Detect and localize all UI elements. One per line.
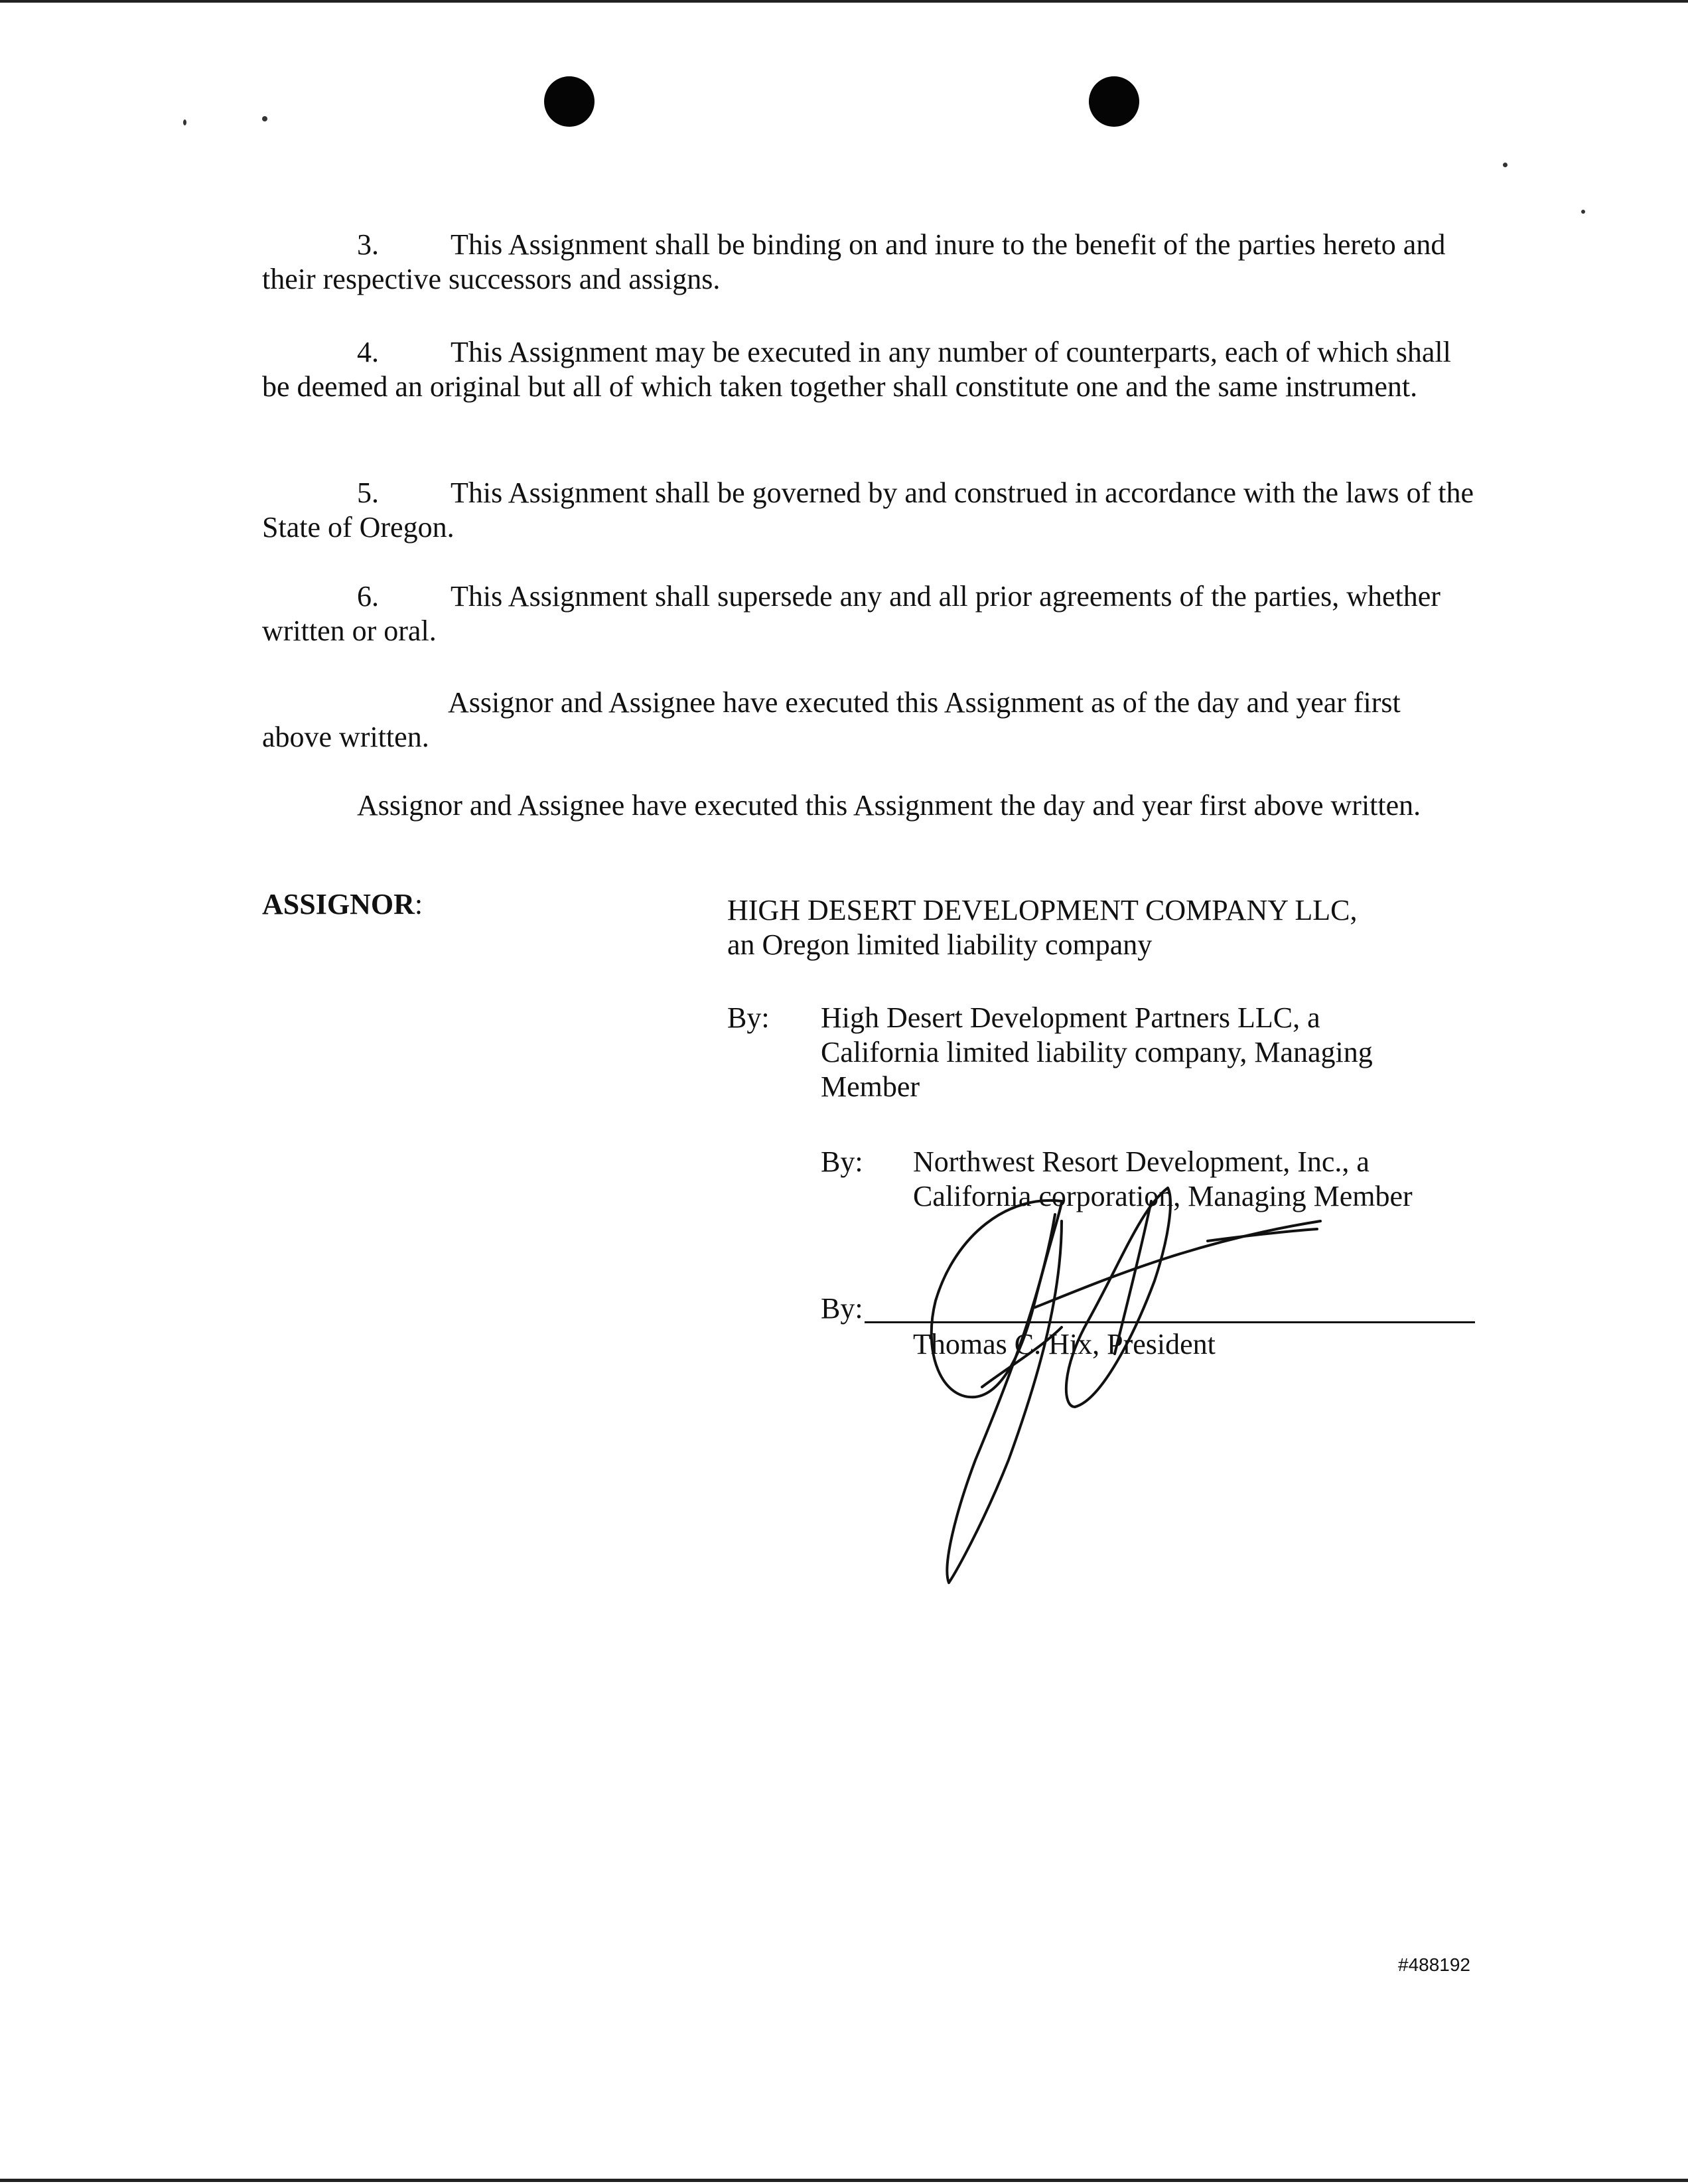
binder-hole-right (1089, 76, 1139, 127)
by-label-3: By: (821, 1292, 863, 1325)
page-bottom-edge (0, 2179, 1688, 2182)
assignor-label-text: ASSIGNOR (262, 888, 415, 920)
corporation-line-1: Northwest Resort Development, Inc., a (913, 1145, 1370, 1178)
paragraph-text: This Assignment shall be binding on and inure to the benefit of the parties hereto and their respective successors and assigns. (262, 228, 1446, 295)
closing-statement-2: Assignor and Assignee have executed this Assignment the day and year first above written. (357, 789, 1421, 822)
paragraph-3 (262, 228, 1476, 297)
scan-speck (262, 116, 267, 121)
corporation-line-2: California corporation, Managing Member (913, 1180, 1413, 1212)
scan-speck (1503, 163, 1508, 167)
page-top-edge (0, 0, 1688, 3)
paragraph-number: 5. (357, 476, 379, 509)
managing-member-line-1: High Desert Development Partners LLC, a (821, 1001, 1320, 1034)
paragraph-text: This Assignment shall be governed by and construed in accordance with the laws of the State of Oregon. (262, 476, 1474, 544)
assignor-label-colon: : (414, 888, 423, 920)
paragraph-number: 6. (357, 580, 379, 613)
closing-statement-1: Assignor and Assignee have executed this Assignment as of the day and year first above written. (262, 686, 1401, 753)
paragraph-number: 4. (357, 336, 379, 368)
managing-member-line-2: California limited liability company, Managing (821, 1036, 1373, 1068)
paragraph-4 (262, 335, 1476, 404)
paragraph-5 (262, 476, 1476, 545)
paragraph-text: This Assignment may be executed in any number of counterparts, each of which shall be deemed an original but all of which taken together shall constitute one and the same instrument. (262, 336, 1451, 403)
by-label-1: By: (727, 1001, 770, 1034)
binder-hole-left (544, 76, 595, 127)
entity-description: an Oregon limited liability company (727, 928, 1153, 961)
signer-name-title: Thomas C. Hix, President (913, 1328, 1216, 1360)
document-number: #488192 (1398, 1954, 1471, 1975)
scan-speck (183, 119, 186, 125)
paragraph-number: 3. (357, 228, 379, 261)
paragraph-6 (262, 579, 1476, 648)
scan-speck (1581, 210, 1585, 214)
by-label-2: By: (821, 1145, 863, 1178)
paragraph-text: This Assignment shall supersede any and all prior agreements of the parties, whether written or oral. (262, 580, 1441, 647)
signature-line (865, 1321, 1475, 1323)
managing-member-line-3: Member (821, 1070, 920, 1103)
entity-name: HIGH DESERT DEVELOPMENT COMPANY LLC, (727, 894, 1358, 926)
assignor-label (262, 887, 423, 922)
